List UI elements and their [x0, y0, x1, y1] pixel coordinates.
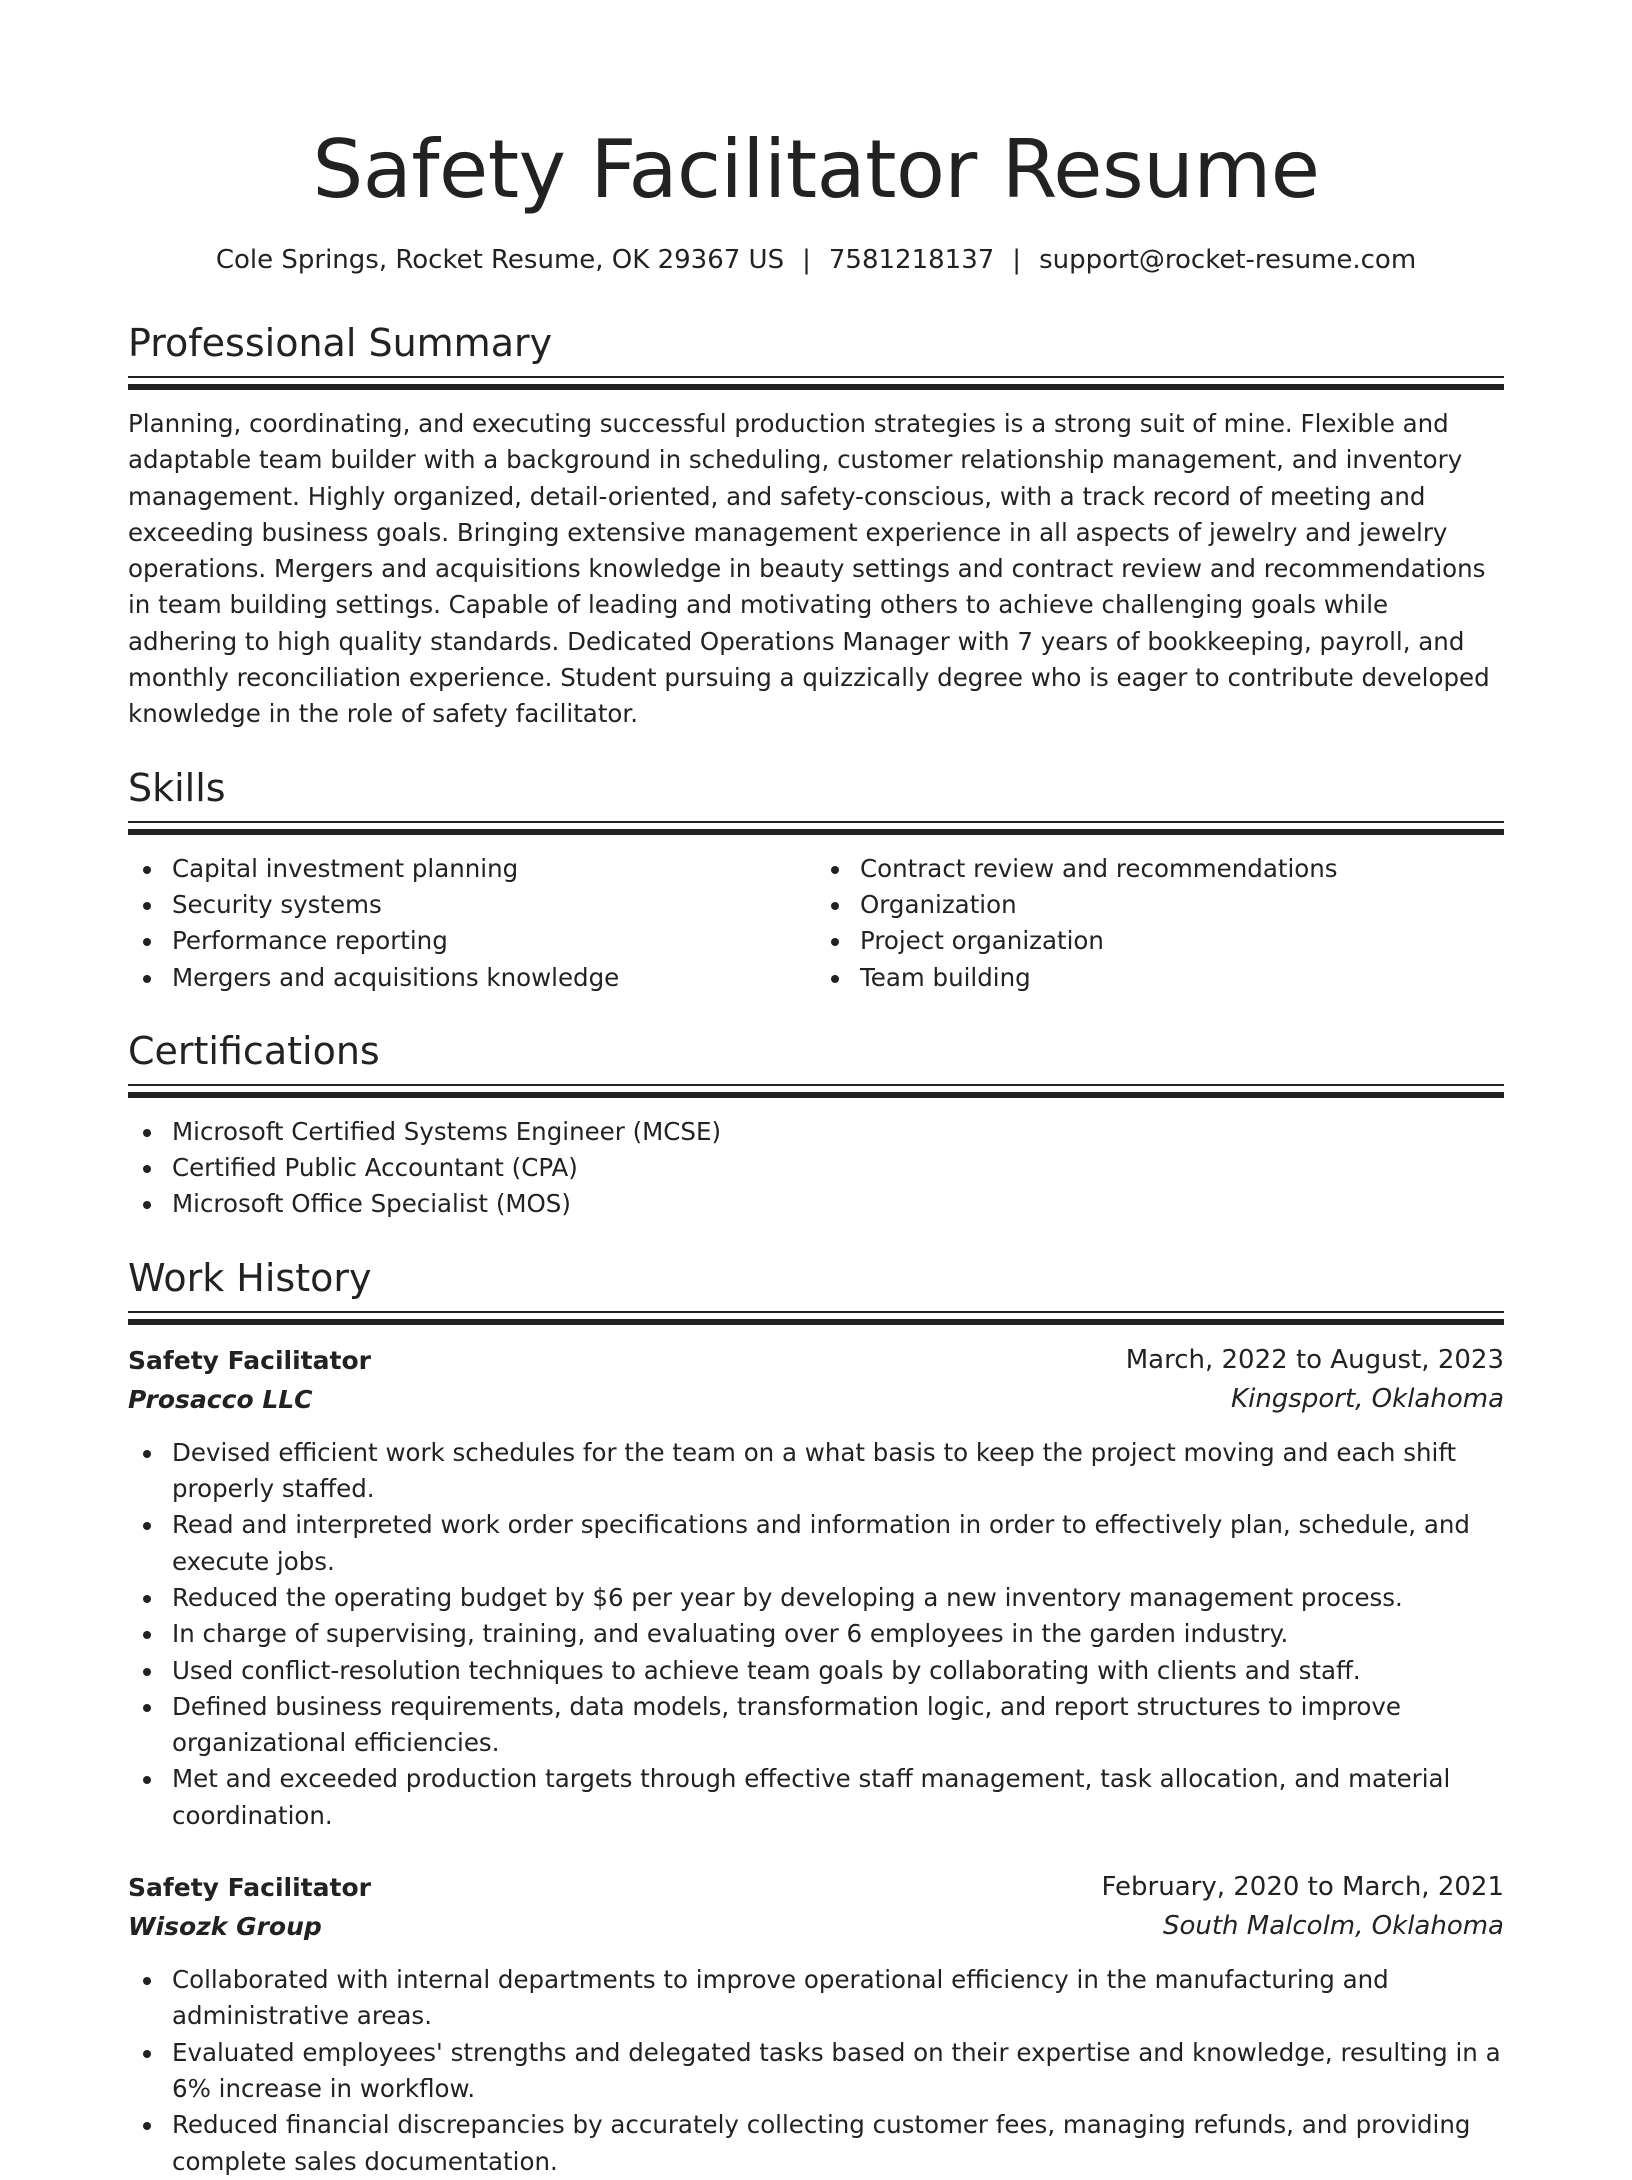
skill-item: Contract review and recommendations: [860, 851, 1504, 887]
skill-item: Performance reporting: [172, 923, 816, 959]
job-duty-item: In charge of supervising, training, and evaluating over 6 employees in the garden industry.: [172, 1616, 1504, 1652]
job-company: Wisozk Group: [128, 1912, 322, 1942]
section-divider: [128, 1084, 1504, 1098]
certification-item: Certified Public Accountant (CPA): [172, 1150, 1504, 1186]
job-company: Prosacco LLC: [128, 1384, 313, 1414]
section-divider: [128, 1311, 1504, 1325]
job-duty-item: Used conflict-resolution techniques to achieve team goals by collaborating with clients and staff.: [172, 1653, 1504, 1689]
job-title: Safety Facilitator: [128, 1345, 371, 1375]
skill-item: Capital investment planning: [172, 851, 816, 887]
resume-page: [128, 0, 1504, 2180]
skills-list-left: [128, 851, 816, 996]
job-duty-item: Evaluated employees' strengths and delegated tasks based on their expertise and knowledge, resulting in a 6% increase in workflow.: [172, 2035, 1504, 2108]
job-location: South Malcolm, Oklahoma: [1162, 1911, 1504, 1942]
job-subheader: [128, 1907, 1504, 1946]
job-duty-item: Defined business requirements, data models, transformation logic, and report structures to improve organizational efficiencies.: [172, 1689, 1504, 1762]
resume-title: Safety Facilitator Resume: [312, 123, 1320, 216]
job-duty-item: Reduced the operating budget by $6 per year by developing a new inventory management process.: [172, 1580, 1504, 1616]
contact-line: [128, 242, 1504, 278]
skills-heading: Skills: [128, 765, 226, 810]
skills-grid: [128, 851, 1504, 996]
summary-text: Planning, coordinating, and executing successful production strategies is a strong suit of mine. Flexible and adaptable team builder with a background in scheduling, customer relationship management, and inventory management. Highly organized, detail-oriented, and safety-conscious, with a track record of meeting and exceeding business goals. Bringing extensive management experience in all aspects of jewelry and jewelry operations. Mergers and acquisitions knowledge in beauty settings and contract review and recommendations in team building settings. Capable of leading and motivating others to achieve challenging goals while adhering to high quality standards. Dedicated Operations Manager with 7 years of bookkeeping, payroll, and monthly reconciliation experience. Student pursuing a quizzically degree who is eager to contribute developed knowledge in the role of safety facilitator.: [128, 409, 1490, 729]
section-divider: [128, 376, 1504, 390]
work-history-heading: Work History: [128, 1255, 372, 1300]
job-header: [128, 1341, 1504, 1380]
section-divider: [128, 821, 1504, 835]
job-entry: [128, 1868, 1504, 2180]
contact-email: support@rocket-resume.com: [1039, 245, 1417, 275]
certification-item: Microsoft Office Specialist (MOS): [172, 1186, 1504, 1222]
skill-item: Security systems: [172, 887, 816, 923]
job-duty-item: Read and interpreted work order specifications and information in order to effectively plan, schedule, and execute jobs.: [172, 1507, 1504, 1580]
summary-section: [128, 318, 1504, 733]
contact-separator: |: [1012, 245, 1022, 275]
contact-phone: 7581218137: [828, 245, 995, 275]
job-duty-item: Devised efficient work schedules for the team on a what basis to keep the project moving and each shift properly staffed.: [172, 1435, 1504, 1508]
skill-item: Team building: [860, 960, 1504, 996]
certification-item: Microsoft Certified Systems Engineer (MCSE): [172, 1114, 1504, 1150]
job-subheader: [128, 1380, 1504, 1419]
job-header: [128, 1868, 1504, 1907]
certifications-section: [128, 1026, 1504, 1223]
work-history-section: [128, 1253, 1504, 2180]
summary-heading: Professional Summary: [128, 321, 553, 365]
job-dates: February, 2020 to March, 2021: [1101, 1872, 1504, 1903]
job-location: Kingsport, Oklahoma: [1231, 1383, 1504, 1414]
skills-section: [128, 763, 1504, 996]
certifications-heading: Certifications: [128, 1028, 380, 1073]
job-duties-list: [128, 1435, 1504, 1834]
contact-address: Cole Springs, Rocket Resume, OK 29367 US: [215, 245, 785, 275]
skill-item: Mergers and acquisitions knowledge: [172, 960, 816, 996]
job-duty-item: Collaborated with internal departments to improve operational efficiency in the manufacturing and administrative areas.: [172, 1962, 1504, 2035]
job-duties-list: [128, 1962, 1504, 2180]
certifications-list: [128, 1114, 1504, 1223]
skills-list-right: [816, 851, 1504, 996]
job-title: Safety Facilitator: [128, 1873, 371, 1903]
job-dates: March, 2022 to August, 2023: [1125, 1344, 1504, 1375]
job-duty-item: Met and exceeded production targets through effective staff management, task allocation, and material coordination.: [172, 1761, 1504, 1834]
job-duty-item: Reduced financial discrepancies by accurately collecting customer fees, managing refunds, and providing complete sales documentation.: [172, 2107, 1504, 2180]
job-entry: [128, 1341, 1504, 1834]
skill-item: Organization: [860, 887, 1504, 923]
contact-separator: |: [802, 245, 811, 275]
skill-item: Project organization: [860, 923, 1504, 959]
